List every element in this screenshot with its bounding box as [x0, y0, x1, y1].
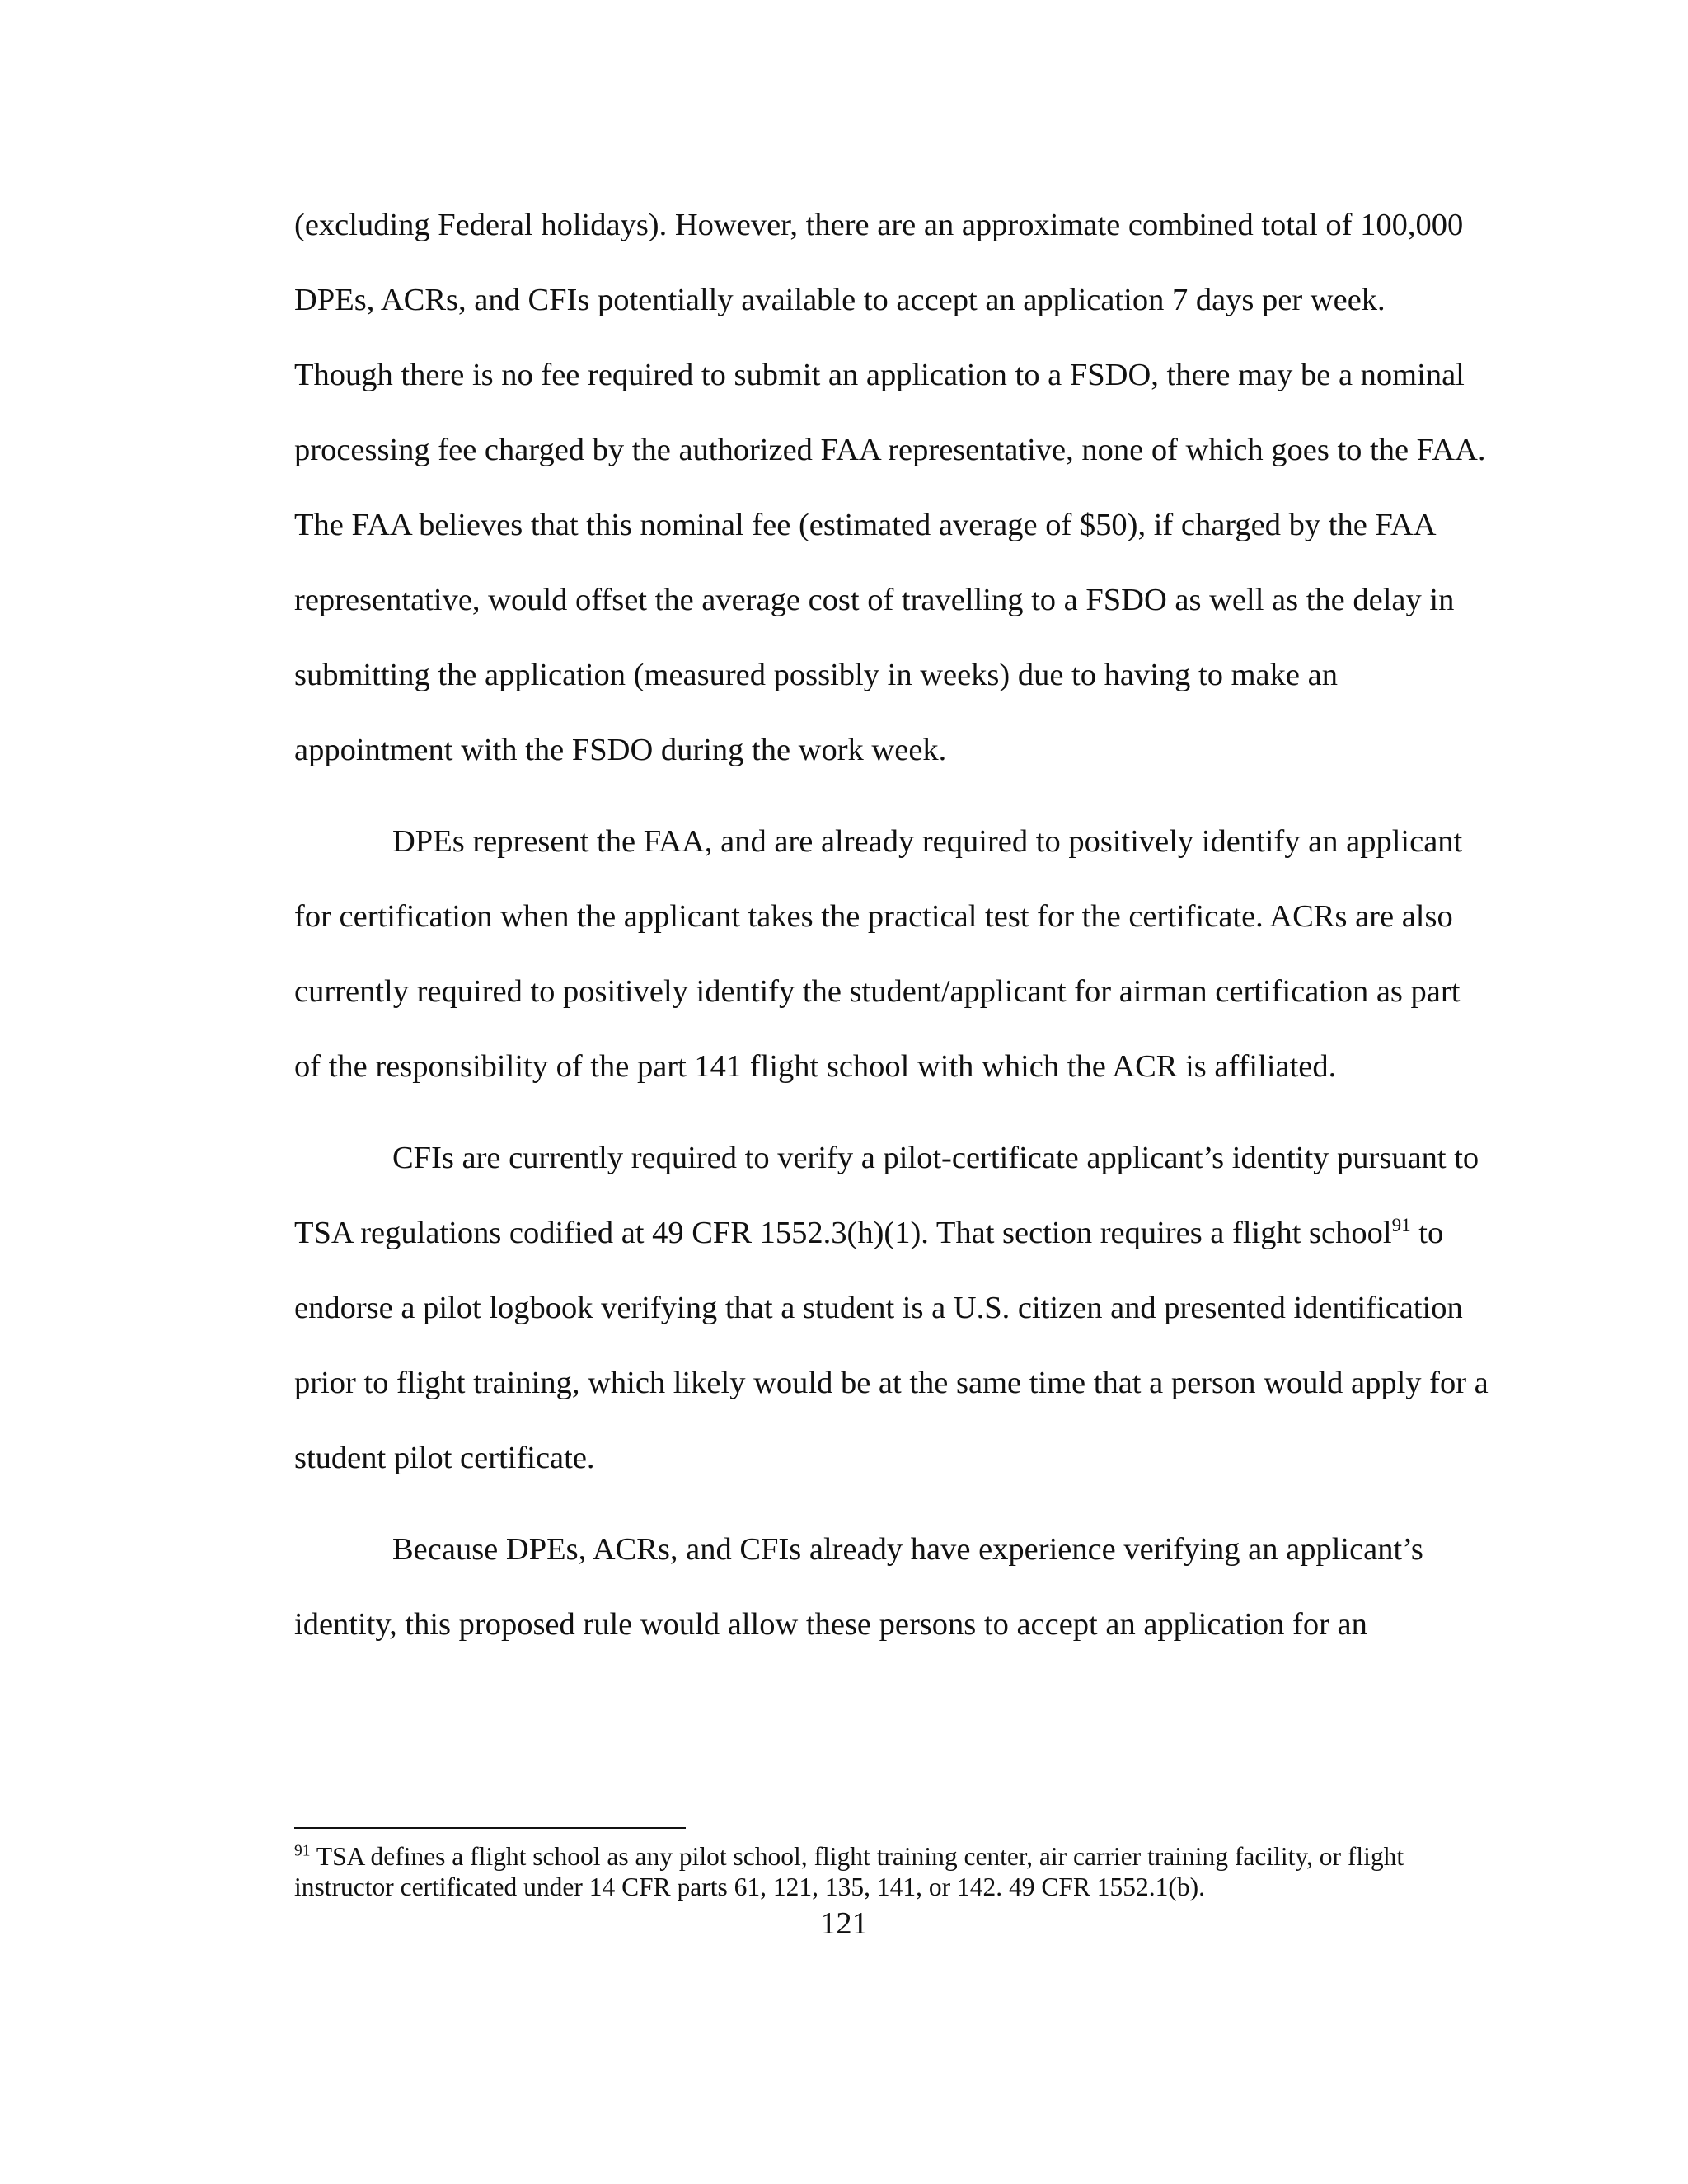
paragraph-cfis	[294, 1121, 1491, 1496]
paragraph-dpes-acrs: DPEs represent the FAA, and are already required to positively identify an applicant for certification when the applicant takes the practical test for the certificate. ACRs are also currently required to positively identify the student/applicant for airman certification as part of the responsibility of the part 141 flight school with which the ACR is affiliated.	[294, 824, 1463, 1084]
footnote-separator	[294, 1827, 686, 1829]
paragraph-cfis-text: CFIs are currently required to verify a pilot-certificate applicant’s identity pursuant to TSA regulations codified at 49 CFR 1552.3(h)(1). That section requires a flight school	[294, 1141, 1479, 1250]
paragraph-continuation: (excluding Federal holidays). However, there are an approximate combined total of 100,000 DPEs, ACRs, and CFIs potentially available to accept an application 7 days per week. Though there is no fee required to submit an application to a FSDO, there may be a nominal processing fee charged by the authorized FAA representative, none of which goes to the FAA. The FAA believes that this nominal fee (estimated average of $50), if charged by the FAA representative, would offset the average cost of travelling to a FSDO as well as the delay in submitting the application (measured possibly in weeks) due to having to make an appointment with the FSDO during the work week.	[294, 208, 1486, 767]
footnote-text: TSA defines a flight school as any pilot school, flight training center, air carrier training facility, or flight instructor certificated under 14 CFR parts 61, 121, 135, 141, or 142. 49 CFR 1552.1(b).	[294, 1842, 1404, 1901]
paragraph-because: Because DPEs, ACRs, and CFIs already have experience verifying an applicant’s identity, this proposed rule would allow these persons to accept an application for an	[294, 1532, 1423, 1642]
footnote	[294, 1841, 1491, 1902]
page-number: 121	[820, 1906, 868, 1941]
footnote-reference[interactable]: 91	[1391, 1214, 1411, 1236]
footnote-marker: 91	[294, 1842, 311, 1860]
paragraph-cfis-text-continued: to endorse a pilot logbook verifying that a student is a U.S. citizen and presented identification prior to flight training, which likely would be at the same time that a person would apply for a student pilot certificate.	[294, 1216, 1489, 1475]
body-text	[294, 188, 1491, 1662]
